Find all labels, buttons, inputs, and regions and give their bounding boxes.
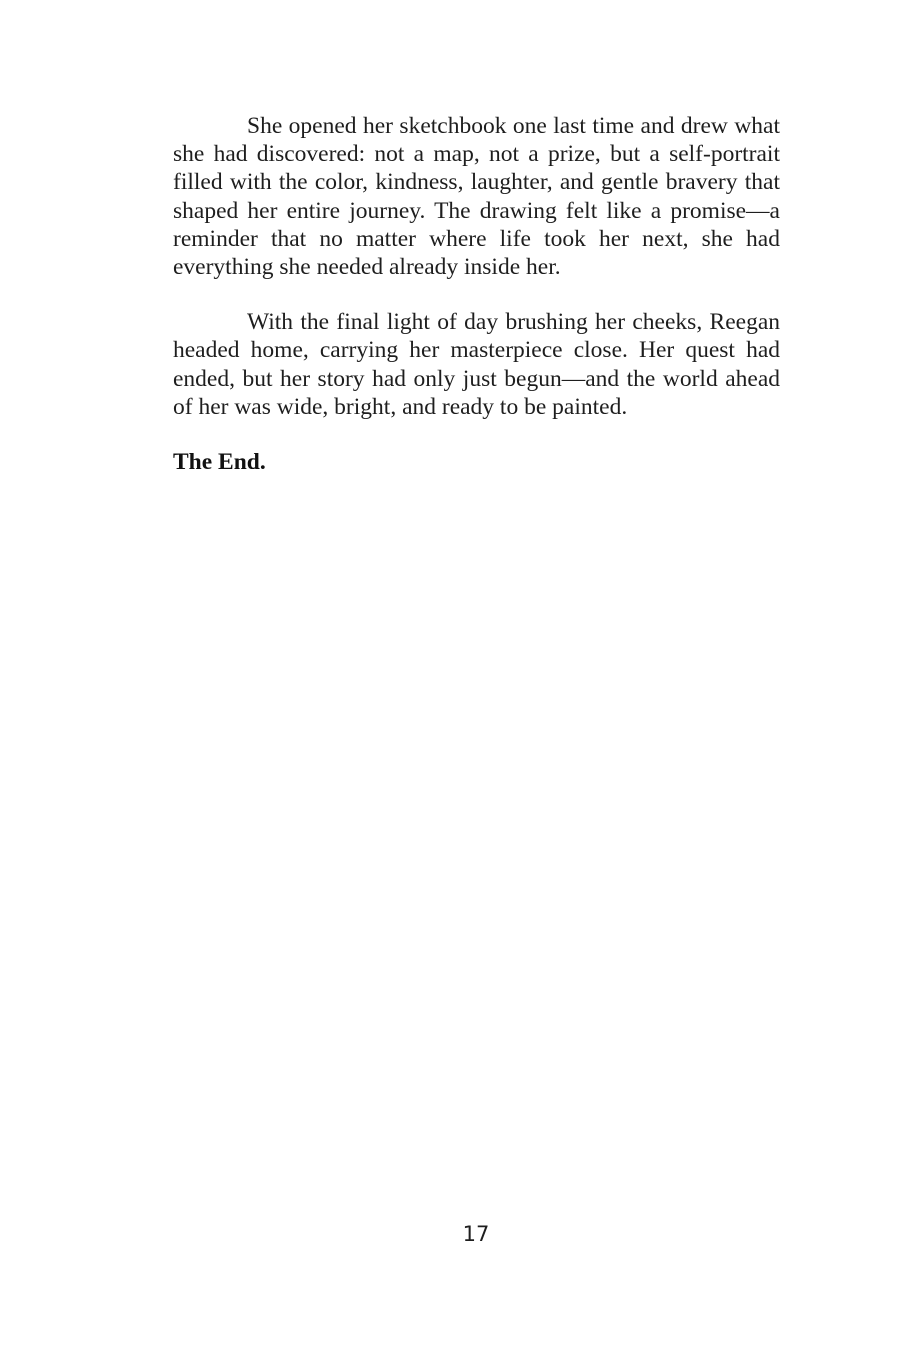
page-number: 17 [462, 1222, 490, 1246]
paragraph-sketchbook: She opened her sketchbook one last time and drew what she had discovered: not a map, not a prize, but a self-portrait filled with the color, kindness, laughter, and gentle bravery that shaped her entire journey. The drawing felt like a promise—a reminder that no matter where life took her next, she had everything she needed already inside her. [173, 113, 780, 281]
paragraph-headed-home: With the final light of day brushing her cheeks, Reegan headed home, carrying her masterpiece close. Her quest had ended, but her story had only just begun—and the world ahead of her was wide, bright, and ready to be painted. [173, 309, 780, 420]
the-end-heading: The End. [173, 449, 266, 476]
story-text [173, 112, 780, 476]
